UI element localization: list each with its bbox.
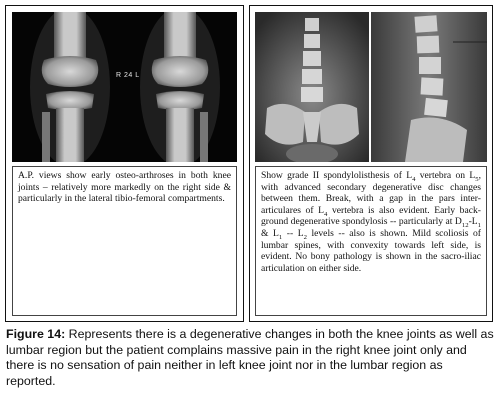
knee-xray-image [12,12,237,162]
spine-caption [255,166,487,316]
spine-ap-xray-drawing [255,12,369,162]
spine-lateral-xray-image [371,12,487,162]
spine-ap-xray-image [255,12,369,162]
knee-figure-panel [5,5,244,322]
figure-label: Figure 14: [6,327,66,341]
spine-caption-text: Show grade II spondylolisthesis of $L_4$ vertebra on $L_5$, with advanced secondary degenerative disc changes between them. Break, with a gap in the pars inter-articulares of $L_4$ vertebra is also evident. Early back-ground degenerative spondylosis -- particularly at $D_{12}-L_1$ & $L_1 -- L_2$ levels -- also is shown. Mild scoliosis of lumbar spines, with convexity towards left side, is evident. No bony pathology is shown in the sacro-iliac articulation on either side. [261,170,481,274]
spine-figure-panel [249,5,493,322]
figure-caption-text: Represents there is a degenerative changes in both the knee joints as well as lumbar region but the patient complains massive pain in the right knee joint only and there is no sensation of pain neither in left knee joint nor in the lumbar region as reported. [6,327,494,388]
knee-caption [12,166,237,316]
knee-caption-text: A.P. views show early osteo-arthroses in both knee joints – relatively more markedly on the right side & particularly in the lateral tibio-femoral compartments. [18,170,231,205]
xray-marker-label: R 24 L [116,72,140,79]
spine-lateral-xray-drawing [371,12,487,162]
figure-caption [6,327,494,389]
knee-xray-drawing [12,12,237,162]
